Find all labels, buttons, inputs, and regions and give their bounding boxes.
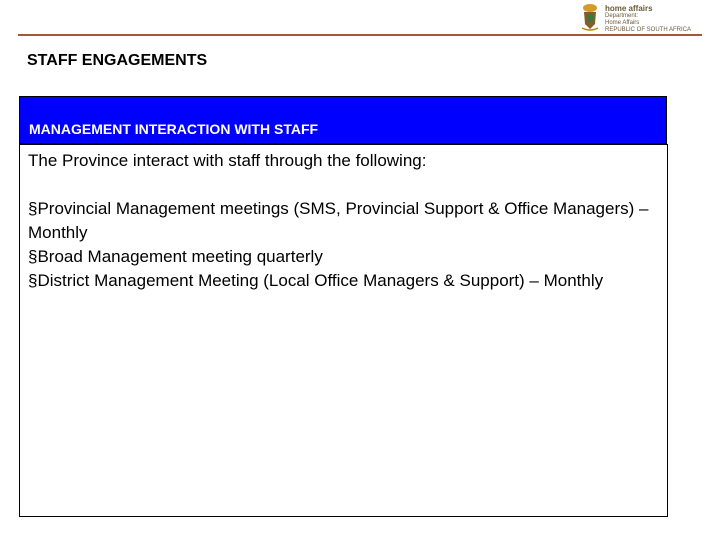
header-divider [18, 34, 702, 36]
slide-title: STAFF ENGAGEMENTS [27, 52, 208, 69]
logo-text [605, 4, 691, 34]
content-box [19, 144, 668, 517]
logo-line: Department: [605, 13, 639, 19]
bullet-item: §District Management Meeting (Local Office Managers & Support) – Monthly [28, 271, 604, 290]
bullet-list [28, 197, 658, 293]
home-affairs-logo [580, 2, 692, 34]
logo-line: Home Affairs [605, 20, 640, 26]
logo-line: REPUBLIC OF SOUTH AFRICA [605, 27, 692, 33]
section-banner [19, 96, 667, 144]
banner-heading: MANAGEMENT INTERACTION WITH STAFF [29, 121, 319, 137]
intro-text: The Province interact with staff through the following: [28, 151, 427, 170]
coat-of-arms-icon [580, 2, 600, 32]
bullet-item: §Provincial Management meetings (SMS, Provincial Support & Office Managers) – Monthly [28, 199, 649, 242]
logo-title: home affairs [605, 4, 653, 13]
bullet-item: §Broad Management meeting quarterly [28, 247, 323, 266]
